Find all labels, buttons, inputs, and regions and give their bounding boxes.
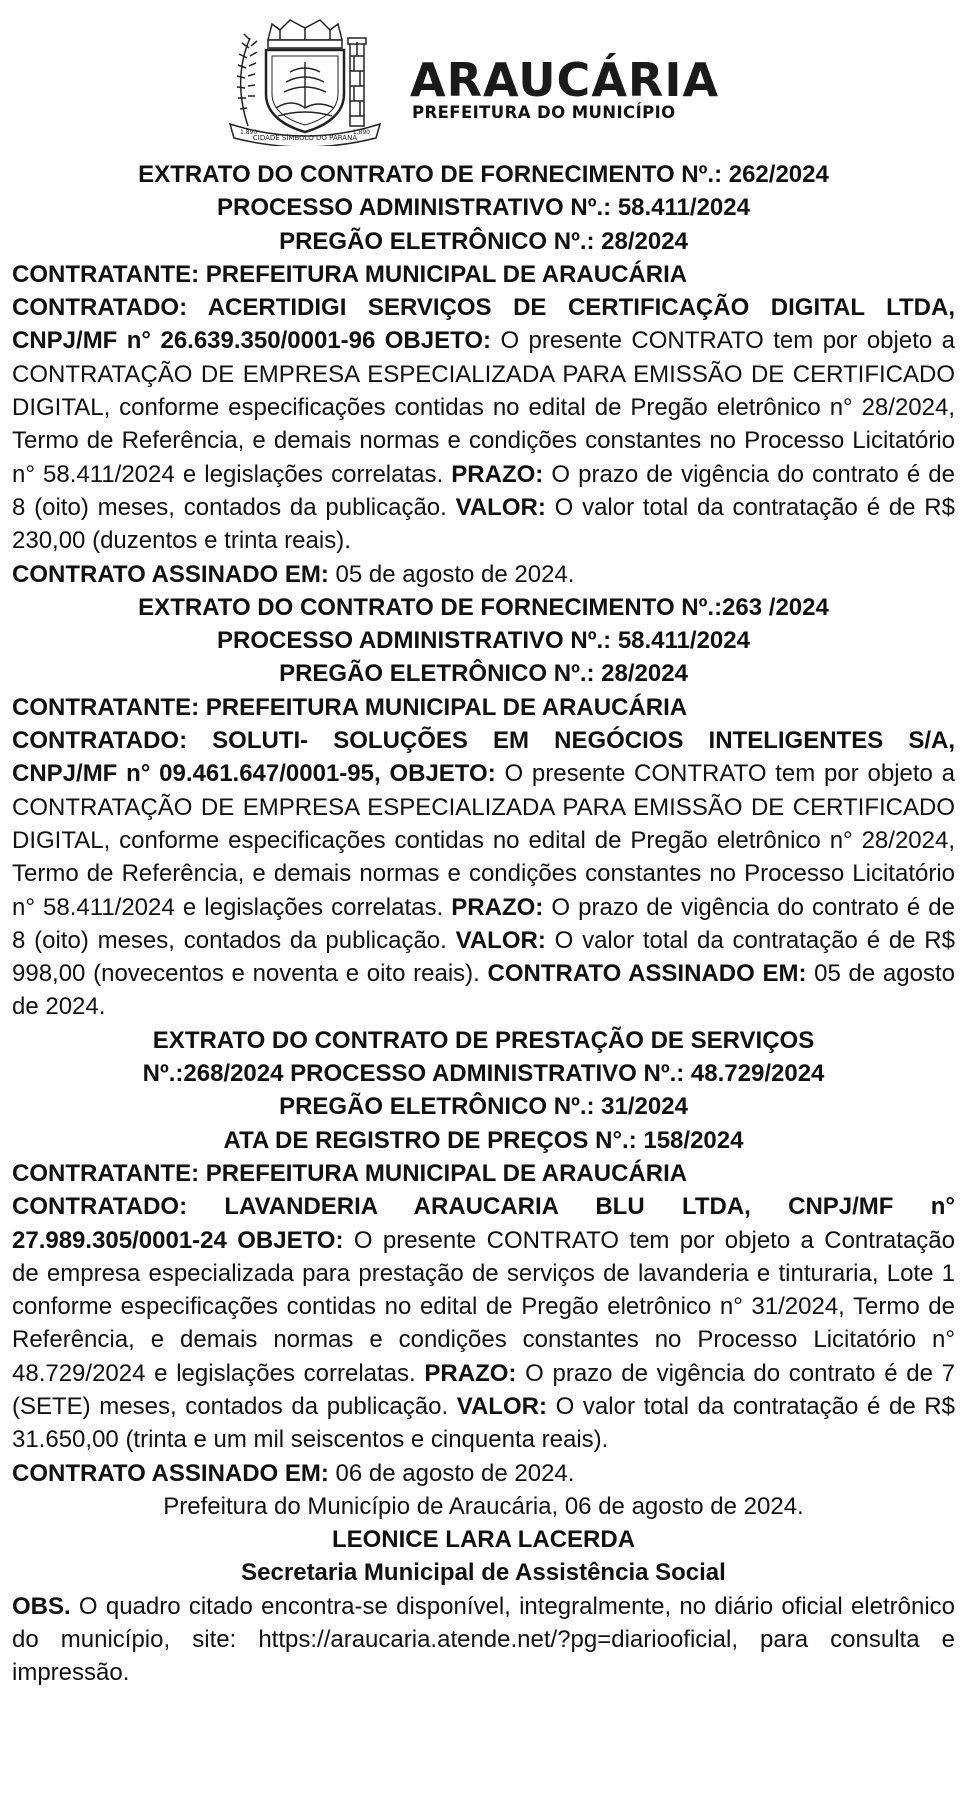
signed-line: [12, 1457, 955, 1490]
prazo-text: O prazo de vigência do contrato é de 8 (oito) meses, contados da publicação.: [12, 460, 955, 521]
objeto-label: OBJETO:: [226, 1226, 344, 1254]
document-footer: [12, 1490, 955, 1690]
extrato-section: [12, 591, 955, 1024]
assinado-label: CONTRATO ASSINADO EM:: [12, 560, 329, 588]
valor-label: VALOR:: [446, 926, 546, 954]
objeto-text: O presente CONTRATO tem por objeto a CONTRATAÇÃO DE EMPRESA ESPECIALIZADA PARA EMISSÃO DE CERTIFICADO DIGITAL, conforme especificações contidas no edital de Pregão eletrônico n° 28/2024, Termo de Referência, e demais normas e condições constantes no Processo Licitatório n° 58.411/2024 e legislações correlatas.: [12, 760, 955, 921]
signer-name: LEONICE LARA LACERDA: [331, 1526, 636, 1554]
section-title-line: ATA DE REGISTRO DE PREÇOS N°.: 158/2024: [223, 1126, 744, 1154]
contratante-line: CONTRATANTE: PREFEITURA MUNICIPAL DE ARAUCÁRIA: [12, 260, 688, 288]
extrato-section: [12, 158, 955, 591]
document-body: [12, 158, 955, 1690]
section-title-line: Nº.:268/2024 PROCESSO ADMINISTRATIVO Nº.: 48.729/2024: [142, 1060, 825, 1088]
section-title-line: EXTRATO DO CONTRATO DE PRESTAÇÃO DE SERVIÇOS: [152, 1026, 815, 1054]
objeto-text: O presente CONTRATO tem por objeto a Contratação de empresa especializada para prestação de serviços de lavanderia e tinturaria, Lote 1 conforme especificações contidas no edital de Pregão eletrônico n° 31/2024, Termo de Referência, e demais normas e condições constantes no Processo Licitatório n° 48.729/2024 e legislações correlatas.: [12, 1226, 955, 1387]
prazo-label: PRAZO:: [443, 460, 544, 488]
brand-block: [410, 53, 770, 122]
crest-year-left: 1.890: [240, 129, 258, 136]
section-title-line: PROCESSO ADMINISTRATIVO Nº.: 58.411/2024: [217, 627, 750, 655]
contratante-line: CONTRATANTE: PREFEITURA MUNICIPAL DE ARAUCÁRIA: [12, 693, 688, 721]
prazo-text: O prazo de vigência do contrato é de 7 (SETE) meses, contados da publicação.: [12, 1359, 955, 1420]
contract-paragraph: [12, 1190, 955, 1456]
objeto-label: OBJETO:: [375, 327, 492, 355]
assinado-label: CONTRATO ASSINADO EM:: [12, 1459, 329, 1487]
assinado-date: 06 de agosto de 2024.: [328, 1459, 575, 1487]
section-title-line: PREGÃO ELETRÔNICO Nº.: 28/2024: [279, 660, 688, 688]
contratante-line: CONTRATANTE: PREFEITURA MUNICIPAL DE ARAUCÁRIA: [12, 1159, 688, 1187]
contratado-label: CONTRATADO:: [12, 294, 188, 322]
objeto-text: O presente CONTRATO tem por objeto a CONTRATAÇÃO DE EMPRESA ESPECIALIZADA PARA EMISSÃO DE CERTIFICADO DIGITAL, conforme especificações contidas no edital de Pregão eletrônico n° 28/2024, Termo de Referência, e demais normas e condições constantes no Processo Licitatório n° 58.411/2024 e legislações correlatas.: [12, 327, 955, 488]
signed-line: [12, 558, 955, 591]
contract-paragraph: [12, 291, 955, 557]
contratado-value: ACERTIDIGI SERVIÇOS DE CERTIFICAÇÃO DIGITAL LTDA, CNPJ/MF n° 26.639.350/0001-96: [12, 294, 955, 355]
section-title-line: PREGÃO ELETRÔNICO Nº.: 31/2024: [279, 1093, 688, 1121]
obs-note: [12, 1590, 955, 1690]
brand-name: ARAUCÁRIA: [410, 53, 720, 107]
section-title-line: PREGÃO ELETRÔNICO Nº.: 28/2024: [279, 227, 688, 255]
place-date: Prefeitura do Município de Araucária, 06 de agosto de 2024.: [163, 1492, 804, 1520]
brand-subtitle: PREFEITURA DO MUNICÍPIO: [412, 103, 676, 122]
prazo-text: O prazo de vigência do contrato é de 8 (oito) meses, contados da publicação.: [12, 893, 955, 954]
prazo-label: PRAZO:: [443, 893, 544, 921]
contratado-value: SOLUTI- SOLUÇÕES EM NEGÓCIOS INTELIGENTES S/A, CNPJ/MF n° 09.461.647/0001-95,: [12, 727, 955, 788]
coat-of-arms-icon: [220, 16, 390, 146]
document-header: [0, 16, 967, 146]
contract-paragraph: [12, 724, 955, 1024]
signer-role: Secretaria Municipal de Assistência Social: [241, 1559, 726, 1587]
crest-motto: CIDADE SÍMBOLO DO PARANÁ: [252, 134, 358, 142]
contratado-value: LAVANDERIA ARAUCARIA BLU LTDA, CNPJ/MF n° 27.989.305/0001-24: [12, 1193, 955, 1254]
prazo-label: PRAZO:: [415, 1359, 517, 1387]
valor-text: O valor total da contratação é de R$ 31.650,00 (trinta e um mil seiscentos e cinquenta reais).: [12, 1392, 955, 1454]
section-title-line: EXTRATO DO CONTRATO DE FORNECIMENTO Nº.: 262/2024: [138, 161, 829, 188]
assinado-date: 05 de agosto de 2024.: [12, 960, 955, 1021]
crest-year-right: 1.890: [352, 129, 370, 136]
obs-label: OBS.: [12, 1592, 71, 1620]
section-title-line: EXTRATO DO CONTRATO DE FORNECIMENTO Nº.:263 /2024: [138, 593, 829, 621]
objeto-label: OBJETO:: [380, 760, 496, 788]
assinado-label: CONTRATO ASSINADO EM:: [479, 960, 807, 988]
valor-label: VALOR:: [446, 493, 546, 521]
valor-label: VALOR:: [448, 1392, 547, 1420]
contratado-label: CONTRATADO:: [12, 1193, 188, 1221]
extrato-section: [12, 1024, 955, 1490]
valor-text: O valor total da contratação é de R$ 998,00 (novecentos e noventa e oito reais).: [12, 926, 955, 988]
valor-text: O valor total da contratação é de R$ 230,00 (duzentos e trinta reais).: [12, 493, 955, 555]
obs-text: O quadro citado encontra-se disponível, integralmente, no diário oficial eletrônico do município, site: https://araucaria.atende.net/?pg=diariooficial, para consulta e impressão.: [12, 1592, 955, 1687]
section-title-line: PROCESSO ADMINISTRATIVO Nº.: 58.411/2024: [217, 194, 750, 222]
contratado-label: CONTRATADO:: [12, 727, 188, 755]
assinado-date: 05 de agosto de 2024.: [328, 560, 575, 588]
